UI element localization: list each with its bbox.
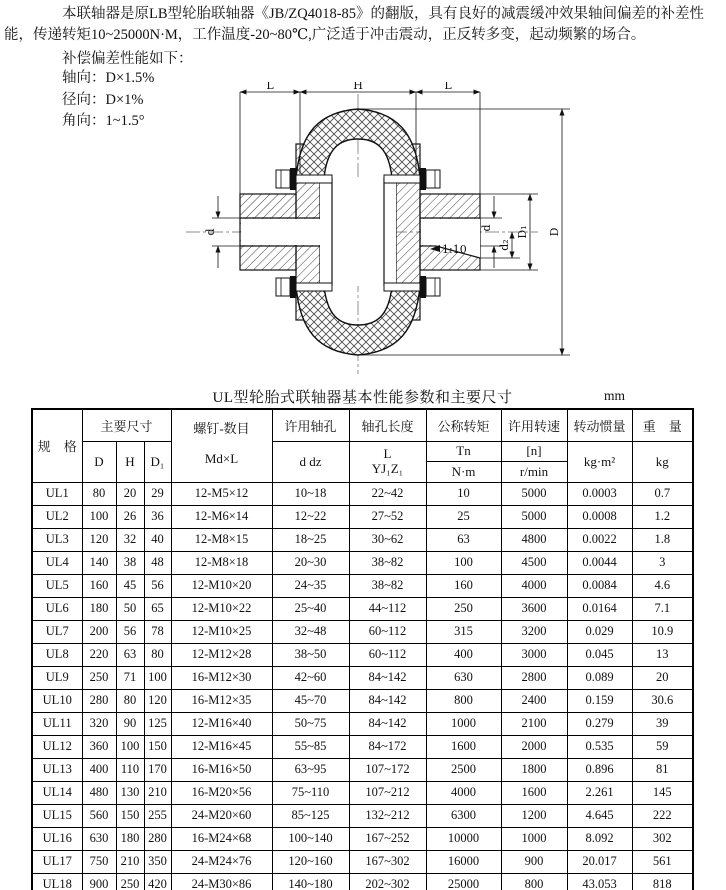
header-speed-unit: r/min (501, 461, 567, 482)
table-cell: 1600 (426, 735, 501, 758)
table-cell: 1000 (501, 827, 567, 850)
table-cell: 107~172 (349, 758, 426, 781)
table-cell: 12-M16×45 (171, 735, 272, 758)
table-cell: 78 (144, 620, 171, 643)
table-cell: 2500 (426, 758, 501, 781)
performance-line-radial: 径向：D×1% (62, 91, 144, 108)
table-cell: 84~172 (349, 735, 426, 758)
dimension-taper-bore (480, 232, 520, 258)
table-cell: 18~25 (272, 528, 349, 551)
table-cell: UL5 (32, 574, 82, 597)
table-cell: 140 (82, 551, 116, 574)
table-cell: 0.535 (567, 735, 632, 758)
table-cell: 16-M12×35 (171, 689, 272, 712)
header-weight-unit: kg (632, 441, 693, 482)
table-cell: 1000 (426, 712, 501, 735)
table-cell: 180 (116, 827, 144, 850)
table-cell: UL11 (32, 712, 82, 735)
table-cell: 26 (116, 505, 144, 528)
table-cell: 0.0164 (567, 597, 632, 620)
table-row (32, 666, 693, 689)
table-cell: 255 (144, 804, 171, 827)
table-cell: 100 (82, 505, 116, 528)
table-cell: 12~22 (272, 505, 349, 528)
table-cell: 160 (82, 574, 116, 597)
header-spec: 规 格 (32, 409, 82, 482)
table-cell: 0.0044 (567, 551, 632, 574)
table-cell: 750 (82, 850, 116, 873)
table-cell: 84~142 (349, 666, 426, 689)
table-cell: 65 (144, 597, 171, 620)
table-cell: 210 (144, 781, 171, 804)
table-cell: 360 (82, 735, 116, 758)
table-cell: 0.0003 (567, 482, 632, 505)
table-cell: 63 (426, 528, 501, 551)
table-cell: 12-M16×40 (171, 712, 272, 735)
header-bore-range: d dz (272, 441, 349, 482)
header-torque-symbol: Tn (426, 441, 501, 461)
dim-label-D: D (548, 227, 561, 237)
table-cell: 8.092 (567, 827, 632, 850)
table-cell: 900 (82, 873, 116, 890)
performance-line-axial: 轴向：D×1.5% (62, 70, 155, 86)
table-cell: 3000 (501, 643, 567, 666)
header-weight: 重 量 (632, 409, 693, 441)
table-cell: 24-M20×60 (171, 804, 272, 827)
bore-left (240, 218, 332, 246)
table-cell: 27~52 (349, 505, 426, 528)
table-cell: 110 (116, 758, 144, 781)
header-allowable-speed: 许用转速 (501, 409, 567, 441)
table-cell: 12-M8×15 (171, 528, 272, 551)
table-cell: 0.0084 (567, 574, 632, 597)
table-cell: 32 (116, 528, 144, 551)
table-cell: 280 (144, 827, 171, 850)
table-cell: 2.261 (567, 781, 632, 804)
table-cell: UL17 (32, 850, 82, 873)
table-cell: 7.1 (632, 597, 693, 620)
table-cell: 100~140 (272, 827, 349, 850)
table-cell: 4500 (501, 551, 567, 574)
table-cell: 24~35 (272, 574, 349, 597)
table-cell: 2400 (501, 689, 567, 712)
table-cell: 3200 (501, 620, 567, 643)
table-cell: 132~212 (349, 804, 426, 827)
header-bore-length-sub (349, 441, 426, 482)
table-cell: 1800 (501, 758, 567, 781)
table-cell: 2800 (501, 666, 567, 689)
header-inertia: 转动惯量 (567, 409, 632, 441)
table-cell: UL4 (32, 551, 82, 574)
table-cell: 0.0022 (567, 528, 632, 551)
table-cell: 25~40 (272, 597, 349, 620)
table-cell: 85~125 (272, 804, 349, 827)
table-unit-label: mm (604, 388, 626, 403)
header-bore-length-L: L (383, 445, 392, 461)
table-cell: 25000 (426, 873, 501, 890)
table-cell: 0.279 (567, 712, 632, 735)
table-cell: 56 (116, 620, 144, 643)
table-cell: 55~85 (272, 735, 349, 758)
table-cell: UL2 (32, 505, 82, 528)
table-cell: 90 (116, 712, 144, 735)
dim-label-L-left: L (266, 82, 274, 92)
table-cell: 0.159 (567, 689, 632, 712)
table-cell: 150 (144, 735, 171, 758)
table-cell: 84~142 (349, 689, 426, 712)
table-cell: 150 (116, 804, 144, 827)
table-row (32, 827, 693, 850)
table-cell: 60~112 (349, 620, 426, 643)
header-allowable-bore: 许用轴孔 (272, 409, 349, 441)
table-cell: 16-M24×68 (171, 827, 272, 850)
table-cell: 100 (116, 735, 144, 758)
table-cell: 1200 (501, 804, 567, 827)
table-cell: 12-M8×18 (171, 551, 272, 574)
table-row (32, 781, 693, 804)
table-row (32, 873, 693, 890)
table-cell: 12-M10×25 (171, 620, 272, 643)
table-cell: 16-M16×50 (171, 758, 272, 781)
table-cell: 2100 (501, 712, 567, 735)
table-cell: 350 (144, 850, 171, 873)
table-cell: 56 (144, 574, 171, 597)
header-screw-count: 螺钉-数目 (193, 421, 250, 436)
header-nominal-torque: 公称转矩 (426, 409, 501, 441)
table-cell: UL9 (32, 666, 82, 689)
table-cell: 16000 (426, 850, 501, 873)
table-cell: 40 (144, 528, 171, 551)
table-cell: UL10 (32, 689, 82, 712)
header-bore-length-YJZ: YJ₁Z₁ (371, 460, 404, 476)
dim-label-d2: d₂ (498, 239, 511, 251)
table-cell: 63 (116, 643, 144, 666)
table-cell: 140~180 (272, 873, 349, 890)
header-screw-spec: Md×L (204, 451, 239, 466)
table-row (32, 574, 693, 597)
table-cell: UL1 (32, 482, 82, 505)
table-cell: 180 (82, 597, 116, 620)
table-cell: 125 (144, 712, 171, 735)
table-cell: 42~60 (272, 666, 349, 689)
table-row (32, 735, 693, 758)
table-cell: UL8 (32, 643, 82, 666)
table-cell: 800 (501, 873, 567, 890)
table-cell: 560 (82, 804, 116, 827)
table-cell: 10.9 (632, 620, 693, 643)
table-cell: 4.6 (632, 574, 693, 597)
table-cell: 38~82 (349, 574, 426, 597)
parameters-table (31, 408, 694, 890)
table-cell: 0.045 (567, 643, 632, 666)
table-row (32, 528, 693, 551)
table-cell: 32~48 (272, 620, 349, 643)
header-D: D (82, 441, 116, 482)
table-title: UL型轮胎式联轴器基本性能参数和主要尺寸 (212, 390, 513, 406)
intro-paragraph: 本联轴器是原LB型轮胎联轴器《JB/ZQ4018-85》的翻版，具有良好的减震缓冲效果轴间偏差的补差性能，传递转矩10~25000N·M，工作温度-20~80℃,广泛适于冲击震动，正反转多变，起动频繁的场合。 (4, 6, 705, 43)
header-bore-length: 轴孔长度 (349, 409, 426, 441)
table-cell: 10 (426, 482, 501, 505)
table-row (32, 712, 693, 735)
table-cell: 107~212 (349, 781, 426, 804)
table-cell: 1600 (501, 781, 567, 804)
table-cell: 20~30 (272, 551, 349, 574)
header-H: H (116, 441, 144, 482)
table-cell: 800 (426, 689, 501, 712)
table-row (32, 850, 693, 873)
table-cell: UL3 (32, 528, 82, 551)
performance-line-angular: 角向：1~1.5° (62, 113, 145, 129)
table-cell: 6300 (426, 804, 501, 827)
table-cell: 10000 (426, 827, 501, 850)
table-cell: 84~142 (349, 712, 426, 735)
table-cell: 630 (426, 666, 501, 689)
table-cell: 12-M5×12 (171, 482, 272, 505)
table-cell: 25 (426, 505, 501, 528)
table-cell: 561 (632, 850, 693, 873)
dim-label-d-left: d (204, 228, 217, 236)
table-cell: 24-M24×76 (171, 850, 272, 873)
table-cell: 29 (144, 482, 171, 505)
table-row (32, 620, 693, 643)
table-cell: 280 (82, 689, 116, 712)
table-cell: 63~95 (272, 758, 349, 781)
table-cell: 12-M6×14 (171, 505, 272, 528)
table-row (32, 758, 693, 781)
table-cell: 50~75 (272, 712, 349, 735)
table-cell: 80 (144, 643, 171, 666)
table-cell: 130 (116, 781, 144, 804)
table-cell: 400 (82, 758, 116, 781)
dim-label-D1: D₁ (516, 225, 529, 239)
table-cell: 100 (144, 666, 171, 689)
table-cell: UL12 (32, 735, 82, 758)
table-cell: 80 (82, 482, 116, 505)
table-cell: 4000 (426, 781, 501, 804)
table-cell: 2000 (501, 735, 567, 758)
table-row (32, 551, 693, 574)
table-cell: 0.896 (567, 758, 632, 781)
table-cell: 818 (632, 873, 693, 890)
taper-ratio-label: 1:10 (442, 243, 467, 256)
table-cell: 43.053 (567, 873, 632, 890)
table-cell: UL18 (32, 873, 82, 890)
table-cell: 13 (632, 643, 693, 666)
table-cell: 38~50 (272, 643, 349, 666)
table-cell: 420 (144, 873, 171, 890)
table-cell: 5000 (501, 505, 567, 528)
table-cell: 4000 (501, 574, 567, 597)
table-cell: 3 (632, 551, 693, 574)
table-cell: 45 (116, 574, 144, 597)
table-cell: 400 (426, 643, 501, 666)
dim-label-L-right: L (444, 82, 452, 92)
table-row (32, 597, 693, 620)
table-cell: 59 (632, 735, 693, 758)
dim-label-d-right: d (480, 224, 493, 232)
header-torque-unit: N·m (426, 461, 501, 482)
table-cell: 16-M12×30 (171, 666, 272, 689)
table-cell: 12-M10×20 (171, 574, 272, 597)
table-cell: 3600 (501, 597, 567, 620)
table-cell: 145 (632, 781, 693, 804)
table-cell: 250 (116, 873, 144, 890)
table-cell: 167~302 (349, 850, 426, 873)
table-cell: 1.2 (632, 505, 693, 528)
table-cell: 44~112 (349, 597, 426, 620)
table-cell: 200 (82, 620, 116, 643)
table-cell: 220 (82, 643, 116, 666)
table-cell: UL13 (32, 758, 82, 781)
table-cell: 36 (144, 505, 171, 528)
table-cell: 45~70 (272, 689, 349, 712)
table-cell: 75~110 (272, 781, 349, 804)
header-screw (171, 409, 272, 482)
table-cell: UL14 (32, 781, 82, 804)
table-row (32, 505, 693, 528)
table-cell: 10~18 (272, 482, 349, 505)
header-inertia-unit: kg·m² (567, 441, 632, 482)
table-body (32, 482, 693, 890)
table-row (32, 482, 693, 505)
table-cell: 170 (144, 758, 171, 781)
table-row (32, 689, 693, 712)
sleeve-middle (320, 178, 396, 286)
table-cell: 202~302 (349, 873, 426, 890)
table-cell: 167~252 (349, 827, 426, 850)
table-cell: 38 (116, 551, 144, 574)
table-cell: 0.089 (567, 666, 632, 689)
table-cell: 250 (82, 666, 116, 689)
table-cell: 39 (632, 712, 693, 735)
table-cell: 30.6 (632, 689, 693, 712)
table-cell: 22~42 (349, 482, 426, 505)
header-main-dims: 主要尺寸 (82, 409, 171, 441)
table-cell: UL16 (32, 827, 82, 850)
table-cell: 4.645 (567, 804, 632, 827)
table-cell: 120~160 (272, 850, 349, 873)
dim-label-H: H (353, 82, 363, 92)
table-row (32, 804, 693, 827)
table-cell: 120 (144, 689, 171, 712)
coupling-drawing (178, 82, 598, 382)
table-cell: 302 (632, 827, 693, 850)
sub-heading: 补偿偏差性能如下： (62, 51, 193, 67)
table-cell: 4800 (501, 528, 567, 551)
table-cell: 12-M10×22 (171, 597, 272, 620)
table-cell: 0.7 (632, 482, 693, 505)
table-cell: 81 (632, 758, 693, 781)
table-cell: 222 (632, 804, 693, 827)
table-cell: UL15 (32, 804, 82, 827)
table-cell: UL6 (32, 597, 82, 620)
table-cell: UL7 (32, 620, 82, 643)
table-cell: 5000 (501, 482, 567, 505)
header-speed-symbol: [n] (501, 441, 567, 461)
table-cell: 50 (116, 597, 144, 620)
coupling-section-drawing (178, 82, 598, 382)
table-cell: 71 (116, 666, 144, 689)
table-cell: 900 (501, 850, 567, 873)
table-cell: 60~112 (349, 643, 426, 666)
performance-list (62, 68, 154, 133)
table-cell: 0.0008 (567, 505, 632, 528)
table-cell: 12-M12×28 (171, 643, 272, 666)
header-D1: D₁ (144, 441, 171, 482)
table-cell: 20 (632, 666, 693, 689)
table-cell: 38~82 (349, 551, 426, 574)
table-cell: 210 (116, 850, 144, 873)
table-cell: 315 (426, 620, 501, 643)
table-cell: 120 (82, 528, 116, 551)
table-header (32, 409, 693, 482)
table-cell: 480 (82, 781, 116, 804)
table-cell: 48 (144, 551, 171, 574)
table-cell: 250 (426, 597, 501, 620)
table-cell: 30~62 (349, 528, 426, 551)
table-cell: 320 (82, 712, 116, 735)
table-cell: 24-M30×86 (171, 873, 272, 890)
table-cell: 1.8 (632, 528, 693, 551)
table-cell: 20.017 (567, 850, 632, 873)
table-cell: 80 (116, 689, 144, 712)
table-cell: 630 (82, 827, 116, 850)
table-cell: 20 (116, 482, 144, 505)
table-cell: 0.029 (567, 620, 632, 643)
table-cell: 160 (426, 574, 501, 597)
table-cell: 16-M20×56 (171, 781, 272, 804)
table-row (32, 643, 693, 666)
table-cell: 100 (426, 551, 501, 574)
